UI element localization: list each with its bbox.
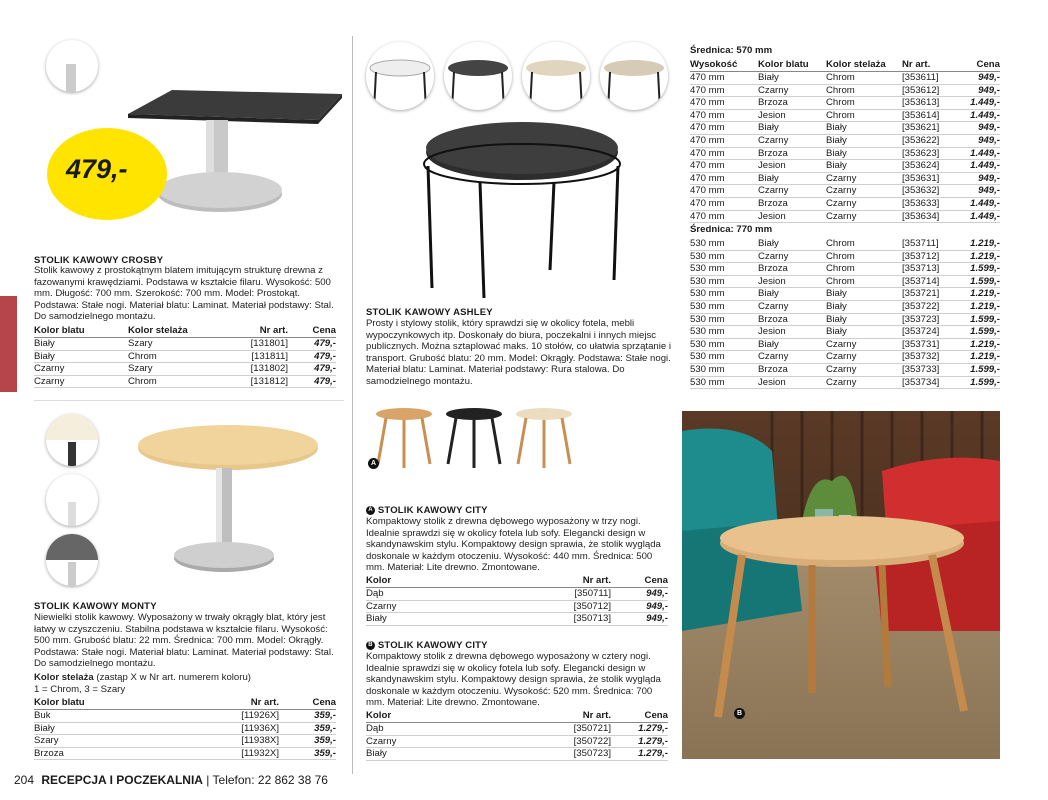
cell: [353714] (902, 275, 960, 288)
cell: Biały (34, 722, 184, 735)
city-a-title (366, 505, 488, 516)
cell: 1.219,- (960, 300, 1000, 313)
section-name: RECEPCJA I POCZEKALNIA (41, 773, 203, 787)
cell: Buk (34, 710, 184, 723)
cell: Brzoza (758, 263, 826, 276)
monty-frame-color (34, 672, 344, 695)
crosby-swatch-white (46, 40, 98, 92)
cell: 479,- (288, 375, 336, 388)
col-header: Kolor stelaża (128, 325, 218, 338)
phone-number: | Telefon: 22 862 38 76 (206, 773, 328, 787)
vertical-divider (352, 36, 353, 404)
city-b-title-text: STOLIK KAWOWY CITY (377, 640, 488, 651)
col-header: Cena (288, 325, 336, 338)
col-header: Kolor (366, 710, 516, 723)
cell: Biały (826, 326, 902, 339)
table-row (690, 326, 1000, 339)
cell: 479,- (288, 350, 336, 363)
cell: Biały (826, 122, 902, 135)
col-header: Nr art. (902, 59, 960, 72)
ashley-table-570 (690, 59, 1000, 223)
cell: [350713] (516, 613, 611, 626)
cell: Chrom (826, 109, 902, 122)
lounge-photo (682, 411, 1000, 759)
col-header: Kolor stelaża (826, 59, 902, 72)
table-row (690, 275, 1000, 288)
crosby-title: STOLIK KAWOWY CROSBY (34, 255, 164, 266)
cell: 470 mm (690, 97, 758, 110)
cell: 470 mm (690, 185, 758, 198)
city-a-tables-image (370, 404, 590, 476)
cell: Biały (826, 288, 902, 301)
table-row (690, 376, 1000, 389)
cell: [353632] (902, 185, 960, 198)
table-row (690, 313, 1000, 326)
cell: Czarny (826, 351, 902, 364)
ashley-table-770 (690, 238, 1000, 389)
city-b-badge: B (366, 641, 375, 650)
cell: Biały (826, 147, 902, 160)
cell: [350711] (516, 588, 611, 601)
cell: 530 mm (690, 300, 758, 313)
table-row (690, 134, 1000, 147)
cell: [11926X] (184, 710, 279, 723)
cell: Biały (758, 288, 826, 301)
cell: 1.449,- (960, 97, 1000, 110)
monty-swatch-white (46, 474, 98, 526)
cell: 530 mm (690, 288, 758, 301)
cell: 530 mm (690, 351, 758, 364)
ashley-group1-label: Średnica: 570 mm (690, 45, 773, 56)
table-row (690, 72, 1000, 85)
cell: [131802] (218, 363, 288, 376)
table-row (34, 722, 336, 735)
cell: Biały (826, 160, 902, 173)
cell: [350722] (516, 735, 611, 748)
table-row (690, 338, 1000, 351)
cell: Czarny (34, 363, 128, 376)
city-a-table (366, 575, 668, 626)
col-header: Cena (279, 697, 336, 710)
table-row (690, 185, 1000, 198)
cell: [131812] (218, 375, 288, 388)
cell: [353732] (902, 351, 960, 364)
cell: Czarny (366, 600, 516, 613)
cell: 359,- (279, 710, 336, 723)
cell: Brzoza (758, 147, 826, 160)
monty-table-image (130, 424, 340, 584)
city-a-image-badge: A (368, 458, 379, 469)
col-header: Cena (960, 59, 1000, 72)
cell: Biały (366, 748, 516, 761)
col-header: Cena (611, 575, 668, 588)
cell: Czarny (758, 134, 826, 147)
table-row (690, 97, 1000, 110)
cell: Czarny (758, 185, 826, 198)
cell: 949,- (960, 172, 1000, 185)
cell: 1.219,- (960, 238, 1000, 250)
cell: Biały (758, 338, 826, 351)
table-row (690, 210, 1000, 223)
table-row (34, 735, 336, 748)
city-b-table (366, 710, 668, 761)
cell: [353634] (902, 210, 960, 223)
ashley-swatch-black (444, 42, 512, 110)
cell: 530 mm (690, 275, 758, 288)
cell: Biały (826, 313, 902, 326)
crosby-price-badge: 479,- (66, 154, 128, 184)
cell: Biały (34, 350, 128, 363)
cell: Czarny (826, 197, 902, 210)
page-footer (14, 773, 328, 787)
cell: 470 mm (690, 109, 758, 122)
ashley-title: STOLIK KAWOWY ASHLEY (366, 307, 493, 318)
cell: 949,- (611, 588, 668, 601)
cell: 1.599,- (960, 363, 1000, 376)
frame-codes: 1 = Chrom, 3 = Szary (34, 683, 126, 695)
cell: [353612] (902, 84, 960, 97)
cell: Brzoza (758, 97, 826, 110)
cell: Chrom (826, 250, 902, 263)
cell: [353622] (902, 134, 960, 147)
cell: Czarny (758, 84, 826, 97)
cell: 949,- (960, 185, 1000, 198)
cell: 470 mm (690, 197, 758, 210)
table-row (34, 350, 336, 363)
cell: 1.279,- (611, 748, 668, 761)
cell: 1.449,- (960, 147, 1000, 160)
cell: Biały (826, 300, 902, 313)
ashley-description: Prosty i stylowy stolik, który sprawdzi się w okolicy fotela, mebli wypoczynkowych itp. Doskonały do biura, poczekalni i innych miejsc publicznych. Można sztaplować maks. 10 stołów, co ułatwia sprzątanie i transport. Grubość blatu: 20 mm. Model: Okrągły. Podstawa: Stałe nogi. Materiał blatu: Laminat. Materiał podstawy: Rura stalowa. Do samodzielnego montażu. (366, 318, 672, 387)
ashley-table-image (414, 120, 636, 300)
cell: 1.279,- (611, 723, 668, 736)
cell: 530 mm (690, 376, 758, 389)
monty-title: STOLIK KAWOWY MONTY (34, 601, 157, 612)
table-row (690, 300, 1000, 313)
table-row (690, 351, 1000, 364)
cell: 470 mm (690, 147, 758, 160)
ashley-swatch-white (366, 42, 434, 110)
cell: [11936X] (184, 722, 279, 735)
cell: Biały (34, 338, 128, 351)
cell: [353722] (902, 300, 960, 313)
cell: Chrom (826, 238, 902, 250)
col-header: Nr art. (516, 710, 611, 723)
cell: 949,- (960, 122, 1000, 135)
cell: 949,- (960, 134, 1000, 147)
table-row (690, 250, 1000, 263)
ashley-swatch-ash (600, 42, 668, 110)
city-a-badge: A (366, 506, 375, 515)
cell: Czarny (34, 375, 128, 388)
cell: [353624] (902, 160, 960, 173)
section-tab (0, 296, 17, 392)
monty-table (34, 697, 336, 760)
cell: Brzoza (758, 363, 826, 376)
city-b-title (366, 640, 488, 651)
cell: 530 mm (690, 326, 758, 339)
table-row (690, 263, 1000, 276)
cell: 1.279,- (611, 735, 668, 748)
table-row (34, 338, 336, 351)
cell: Jesion (758, 275, 826, 288)
table-row (366, 723, 668, 736)
col-header: Kolor (366, 575, 516, 588)
cell: 949,- (611, 600, 668, 613)
cell: 1.599,- (960, 263, 1000, 276)
table-row (690, 160, 1000, 173)
table-row (366, 735, 668, 748)
cell: [353633] (902, 197, 960, 210)
cell: Jesion (758, 210, 826, 223)
cell: 1.219,- (960, 338, 1000, 351)
cell: Biały (366, 613, 516, 626)
horizontal-divider-left (34, 400, 344, 401)
col-header: Wysokość (690, 59, 758, 72)
cell: [350723] (516, 748, 611, 761)
table-row (34, 710, 336, 723)
cell: Czarny (758, 351, 826, 364)
cell: [353733] (902, 363, 960, 376)
cell: Biały (758, 122, 826, 135)
cell: Czarny (826, 210, 902, 223)
table-row (34, 747, 336, 760)
city-b-description: Kompaktowy stolik z drewna dębowego wyposażony w cztery nogi. Idealnie sprawdzi się w okolicy fotela lub sofy. Elegancki design w skandynawskim stylu. Kompaktowy design sprawia, że stolik wygląda doskonale w każdym otoczeniu. Wysokość: 520 mm. Średnica: 700 mm. Materiał: Lite drewno. Zmontowane. (366, 651, 661, 709)
cell: Biały (758, 72, 826, 85)
cell: Jesion (758, 326, 826, 339)
city-a-description: Kompaktowy stolik z drewna dębowego wyposażony w trzy nogi. Idealnie sprawdzi się w okolicy fotela lub sofy. Elegancki design w skandynawskim stylu. Kompaktowy design sprawia, że stolik wygląda doskonale w każdym otoczeniu. Wysokość: 440 mm. Średnica: 500 mm. Materiał: Lite drewno. Zmontowane. (366, 516, 661, 574)
cell: 530 mm (690, 263, 758, 276)
cell: 470 mm (690, 210, 758, 223)
col-header: Cena (611, 710, 668, 723)
cell: Brzoza (758, 313, 826, 326)
cell: Chrom (826, 275, 902, 288)
cell: 470 mm (690, 160, 758, 173)
table-row (34, 375, 336, 388)
cell: 470 mm (690, 134, 758, 147)
col-header: Kolor blatu (758, 59, 826, 72)
cell: [353723] (902, 313, 960, 326)
cell: Jesion (758, 160, 826, 173)
cell: Czarny (826, 172, 902, 185)
table-row (690, 122, 1000, 135)
cell: Czarny (758, 300, 826, 313)
cell: Czarny (826, 376, 902, 389)
cell: 530 mm (690, 238, 758, 250)
cell: Chrom (128, 375, 218, 388)
cell: 1.599,- (960, 313, 1000, 326)
cell: 470 mm (690, 84, 758, 97)
vertical-divider-bottom (352, 404, 353, 774)
ashley-group2-label: Średnica: 770 mm (690, 224, 773, 235)
cell: Brzoza (758, 197, 826, 210)
photo-badge: B (734, 708, 745, 719)
table-row (690, 172, 1000, 185)
cell: 1.599,- (960, 376, 1000, 389)
cell: [350712] (516, 600, 611, 613)
crosby-description: Stolik kawowy z prostokątnym blatem imitującym strukturę drewna z fazowanymi krawędziami. Podstawa w kształcie filaru. Wysokość: 500 mm. Długość: 700 mm. Szerokość: 700 mm. Model: Prostokąt. Podstawa: Stałe nogi. Materiał blatu: Laminat. Materiał podstawy: Stal. Do samodzielnego montażu. (34, 265, 334, 323)
cell: 1.599,- (960, 275, 1000, 288)
cell: Chrom (826, 263, 902, 276)
cell: [11938X] (184, 735, 279, 748)
cell: Szary (128, 338, 218, 351)
crosby-table (34, 325, 336, 388)
frame-label: Kolor stelaża (34, 672, 94, 683)
cell: 530 mm (690, 363, 758, 376)
table-row (690, 363, 1000, 376)
cell: [350721] (516, 723, 611, 736)
cell: 359,- (279, 722, 336, 735)
col-header: Kolor blatu (34, 697, 184, 710)
cell: Chrom (826, 84, 902, 97)
ashley-swatch-birch (522, 42, 590, 110)
cell: 479,- (288, 363, 336, 376)
cell: Szary (34, 735, 184, 748)
cell: 470 mm (690, 122, 758, 135)
cell: 1.219,- (960, 250, 1000, 263)
cell: 1.219,- (960, 288, 1000, 301)
cell: [353623] (902, 147, 960, 160)
page-number: 204 (14, 773, 35, 787)
cell: 1.219,- (960, 351, 1000, 364)
cell: 949,- (960, 72, 1000, 85)
cell: 949,- (611, 613, 668, 626)
cell: [353631] (902, 172, 960, 185)
cell: 530 mm (690, 250, 758, 263)
cell: Szary (128, 363, 218, 376)
table-row (690, 84, 1000, 97)
monty-swatch-grey (46, 534, 98, 586)
col-header: Nr art. (218, 325, 288, 338)
col-header: Nr art. (184, 697, 279, 710)
cell: [353712] (902, 250, 960, 263)
table-row (366, 613, 668, 626)
cell: [353621] (902, 122, 960, 135)
cell: Czarny (826, 363, 902, 376)
cell: [353713] (902, 263, 960, 276)
cell: Chrom (826, 72, 902, 85)
cell: [353731] (902, 338, 960, 351)
cell: Biały (758, 238, 826, 250)
cell: 1.599,- (960, 326, 1000, 339)
monty-description: Niewielki stolik kawowy. Wyposażony w trwały okrągły blat, który jest łatwy w czyszczeniu. Stabilna podstawa w kształcie filaru. Wysokość: 500 mm. Grubość blatu: 22 mm. Średnica: 700 mm. Model: Okrągły. Podstawa: Stałe nogi. Materiał blatu: Laminat. Materiał podstawy: Stal. Do samodzielnego montażu. (34, 612, 334, 670)
table-row (690, 238, 1000, 250)
cell: Czarny (366, 735, 516, 748)
cell: 530 mm (690, 338, 758, 351)
cell: [353734] (902, 376, 960, 389)
cell: [131801] (218, 338, 288, 351)
table-row (690, 197, 1000, 210)
cell: [11932X] (184, 747, 279, 760)
cell: [353613] (902, 97, 960, 110)
cell: Biały (758, 172, 826, 185)
cell: Czarny (826, 338, 902, 351)
table-row (34, 363, 336, 376)
cell: Jesion (758, 109, 826, 122)
cell: 530 mm (690, 313, 758, 326)
cell: [353721] (902, 288, 960, 301)
frame-note: (zastąp X w Nr art. numerem koloru) (93, 672, 251, 683)
cell: [353711] (902, 238, 960, 250)
cell: [353614] (902, 109, 960, 122)
cell: 949,- (960, 84, 1000, 97)
cell: 1.449,- (960, 160, 1000, 173)
cell: 1.449,- (960, 197, 1000, 210)
col-header: Nr art. (516, 575, 611, 588)
cell: 470 mm (690, 172, 758, 185)
cell: 359,- (279, 747, 336, 760)
cell: Chrom (128, 350, 218, 363)
cell: 1.449,- (960, 210, 1000, 223)
table-row (690, 109, 1000, 122)
cell: Dąb (366, 723, 516, 736)
cell: Brzoza (34, 747, 184, 760)
cell: [353724] (902, 326, 960, 339)
cell: [131811] (218, 350, 288, 363)
table-row (690, 147, 1000, 160)
cell: 479,- (288, 338, 336, 351)
cell: Dąb (366, 588, 516, 601)
city-a-title-text: STOLIK KAWOWY CITY (377, 505, 488, 516)
cell: Czarny (826, 185, 902, 198)
table-row (366, 600, 668, 613)
cell: 1.449,- (960, 109, 1000, 122)
col-header: Kolor blatu (34, 325, 128, 338)
table-row (690, 288, 1000, 301)
cell: Chrom (826, 97, 902, 110)
monty-swatch-beech (46, 414, 98, 466)
cell: 359,- (279, 735, 336, 748)
cell: Jesion (758, 376, 826, 389)
cell: Biały (826, 134, 902, 147)
cell: Czarny (758, 250, 826, 263)
cell: 470 mm (690, 72, 758, 85)
table-row (366, 748, 668, 761)
cell: [353611] (902, 72, 960, 85)
table-row (366, 588, 668, 601)
